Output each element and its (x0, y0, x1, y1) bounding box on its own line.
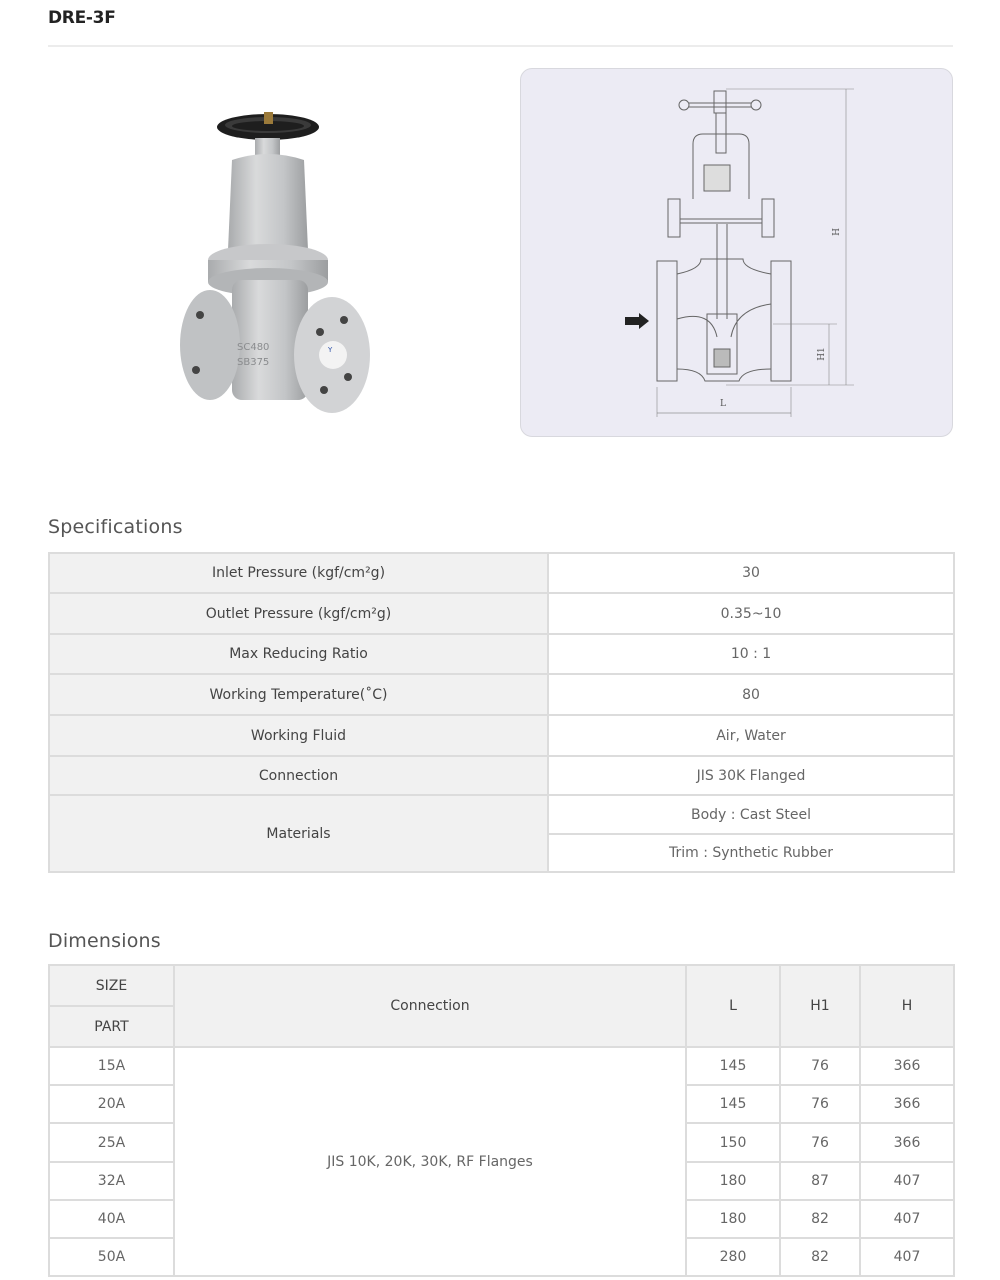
spec-value: 0.35~10 (548, 593, 954, 634)
spec-row-outlet-pressure (49, 593, 954, 634)
cell-size: 20A (49, 1085, 174, 1123)
header-h1: H1 (780, 965, 860, 1047)
cell-size: 15A (49, 1047, 174, 1085)
cell-h: 366 (860, 1047, 954, 1085)
spec-value: JIS 30K Flanged (548, 756, 954, 795)
spec-value: 80 (548, 674, 954, 715)
table-row (49, 1047, 954, 1085)
product-photo (92, 90, 472, 430)
header-connection: Connection (174, 965, 686, 1047)
dimensions-table (48, 964, 955, 1277)
spec-value: 30 (548, 553, 954, 593)
spec-row-inlet-pressure (49, 553, 954, 593)
cell-h1: 76 (780, 1085, 860, 1123)
cell-l: 145 (686, 1047, 780, 1085)
spec-row-materials (49, 795, 954, 834)
header-size: SIZE (49, 965, 174, 1006)
cell-size: 25A (49, 1123, 174, 1162)
cell-h1: 87 (780, 1162, 860, 1200)
cell-size: 50A (49, 1238, 174, 1276)
valve-photo-icon (92, 90, 472, 430)
diagram-label-h: H (831, 228, 842, 236)
spec-label: Working Temperature(˚C) (49, 674, 548, 715)
specifications-table (48, 552, 955, 873)
spec-label: Inlet Pressure (kgf/cm²g) (49, 553, 548, 593)
spec-row-working-fluid (49, 715, 954, 756)
valve-diagram-icon (521, 69, 954, 438)
diagram-label-l: L (720, 399, 726, 409)
cell-h1: 76 (780, 1123, 860, 1162)
specifications-heading: Specifications (48, 516, 183, 538)
cell-h1: 82 (780, 1200, 860, 1238)
spec-label: Connection (49, 756, 548, 795)
spec-value: Air, Water (548, 715, 954, 756)
svg-text:SC480: SC480 (237, 342, 270, 353)
cell-connection: JIS 10K, 20K, 30K, RF Flanges (174, 1047, 686, 1276)
svg-text:Y: Y (328, 346, 333, 354)
product-title: DRE-3F (48, 8, 116, 28)
dimensions-heading: Dimensions (48, 930, 161, 952)
spec-row-connection (49, 756, 954, 795)
spec-value: 10 : 1 (548, 634, 954, 674)
header-h: H (860, 965, 954, 1047)
cell-l: 180 (686, 1200, 780, 1238)
cell-h1: 76 (780, 1047, 860, 1085)
diagram-label-h1: H1 (816, 347, 827, 361)
spec-label: Working Fluid (49, 715, 548, 756)
cell-h1: 82 (780, 1238, 860, 1276)
cell-l: 280 (686, 1238, 780, 1276)
cell-h: 407 (860, 1162, 954, 1200)
header-l: L (686, 965, 780, 1047)
cell-l: 180 (686, 1162, 780, 1200)
cross-section-diagram (520, 68, 953, 437)
spec-label: Materials (49, 795, 548, 872)
spec-label: Max Reducing Ratio (49, 634, 548, 674)
cell-h: 366 (860, 1085, 954, 1123)
cell-l: 150 (686, 1123, 780, 1162)
spec-row-working-temperature (49, 674, 954, 715)
title-divider (48, 45, 953, 47)
cell-l: 145 (686, 1085, 780, 1123)
cell-size: 32A (49, 1162, 174, 1200)
spec-value-trim: Trim : Synthetic Rubber (548, 834, 954, 872)
spec-row-max-reducing-ratio (49, 634, 954, 674)
spec-value-body: Body : Cast Steel (548, 795, 954, 834)
cell-h: 366 (860, 1123, 954, 1162)
cell-h: 407 (860, 1200, 954, 1238)
header-part: PART (49, 1006, 174, 1047)
spec-label: Outlet Pressure (kgf/cm²g) (49, 593, 548, 634)
cell-size: 40A (49, 1200, 174, 1238)
cell-h: 407 (860, 1238, 954, 1276)
svg-text:SB375: SB375 (237, 357, 270, 368)
